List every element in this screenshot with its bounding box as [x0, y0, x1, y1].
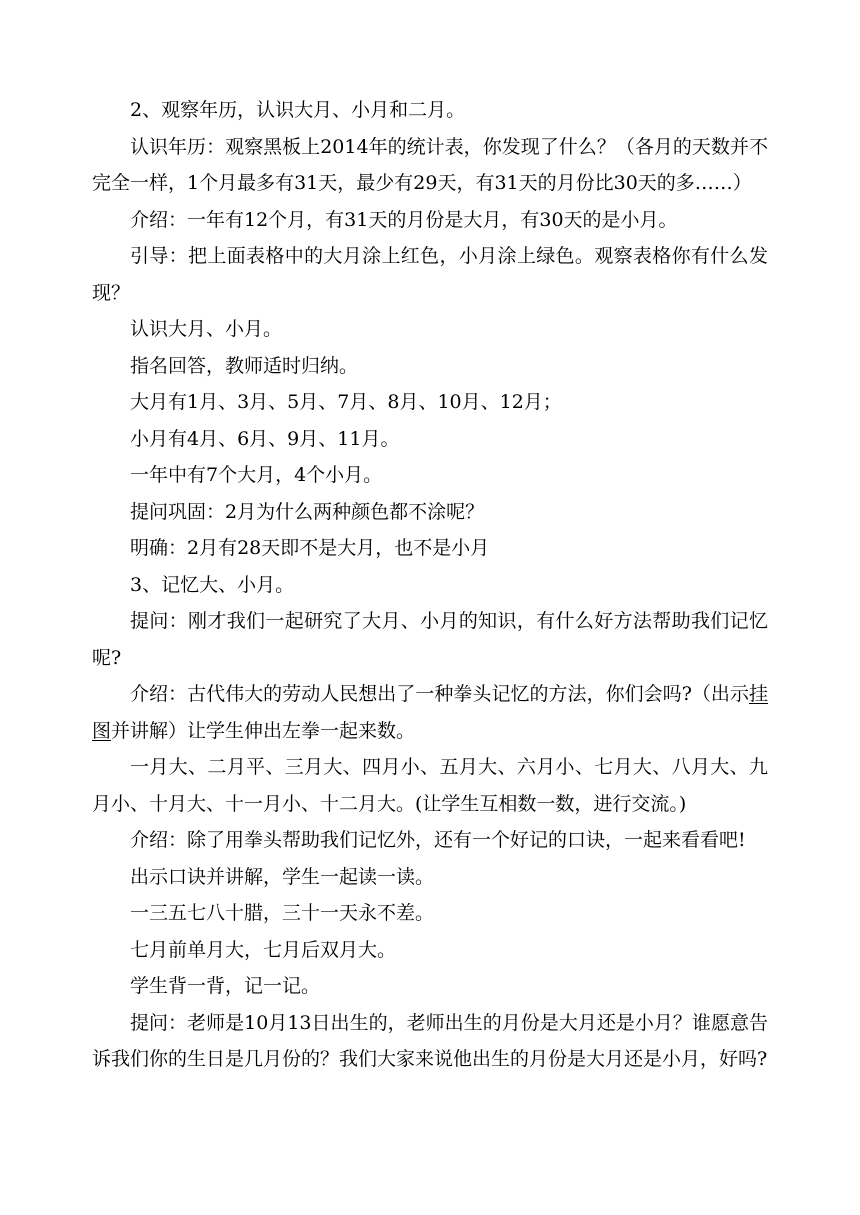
paragraph-small-months: 小月有4月、6月、9月、11月。 [130, 427, 400, 450]
paragraph-month-sequence: 一月大、二月平、三月大、四月小、五月大、六月小、七月大、八月大、九月小、十月大、十一月小、十二月大。(让学生互相数一数，进行交流。) [92, 756, 768, 815]
section-heading-observe-calendar: 2、观察年历，认识大月、小月和二月。 [130, 99, 466, 121]
fist-intro-text-rest: 并讲解）让学生伸出左拳一起来数。 [111, 719, 416, 742]
document-body [92, 92, 768, 1078]
paragraph-recite: 学生背一背，记一记。 [130, 975, 321, 997]
paragraph-question-february: 提问巩固：2月为什么两种颜色都不涂呢？ [130, 500, 485, 523]
paragraph-big-months: 大月有1月、3月、5月、7月、8月、10月、12月； [130, 391, 562, 413]
paragraph-intro-months: 介绍：一年有12个月，有31天的月份是大月，有30天的是小月。 [130, 208, 678, 231]
paragraph-intro-fist-method [92, 676, 768, 749]
fist-intro-text: 介绍：古代伟大的劳动人民想出了一种拳头记忆的方法，你们会吗?（出示 [130, 683, 749, 705]
paragraph-show-rhyme: 出示口诀并讲解，学生一起读一读。 [130, 865, 435, 888]
paragraph-clarify-february: 明确：2月有28天即不是大月，也不是小月 [130, 537, 490, 559]
rhyme-line-1: 一三五七八十腊，三十一天永不差。 [130, 902, 435, 924]
paragraph-question-memory: 提问：刚才我们一起研究了大月、小月的知识，有什么好方法帮助我们记忆呢? [92, 610, 768, 669]
section-heading-memorize: 3、记忆大、小月。 [130, 573, 295, 596]
paragraph-answer-summary: 指名回答，教师适时归纳。 [130, 354, 359, 377]
paragraph-question-birthday: 提问：老师是10月13日出生的，老师出生的月份是大月还是小月？谁愿意告诉我们你的生日是几月份的？我们大家来说他出生的月份是大月还是小月，好吗? [92, 1011, 768, 1070]
paragraph-month-count: 一年中有7个大月，4个小月。 [130, 464, 383, 486]
paragraph-know-calendar: 认识年历：观察黑板上2014年的统计表，你发现了什么？（各月的天数并不完全一样，1个月最多有31天，最少有29天，有31天的月份比30天的多……） [92, 135, 768, 194]
paragraph-intro-rhyme: 介绍：除了用拳头帮助我们记忆外，还有一个好记的口诀，一起来看看吧! [130, 829, 746, 851]
rhyme-line-2: 七月前单月大，七月后双月大。 [130, 938, 397, 961]
paragraph-guide-coloring: 引导：把上面表格中的大月涂上红色，小月涂上绿色。观察表格你有什么发现？ [92, 245, 768, 304]
wall-chart-underlined: 挂图 [92, 683, 768, 742]
paragraph-know-big-small: 认识大月、小月。 [130, 318, 283, 340]
